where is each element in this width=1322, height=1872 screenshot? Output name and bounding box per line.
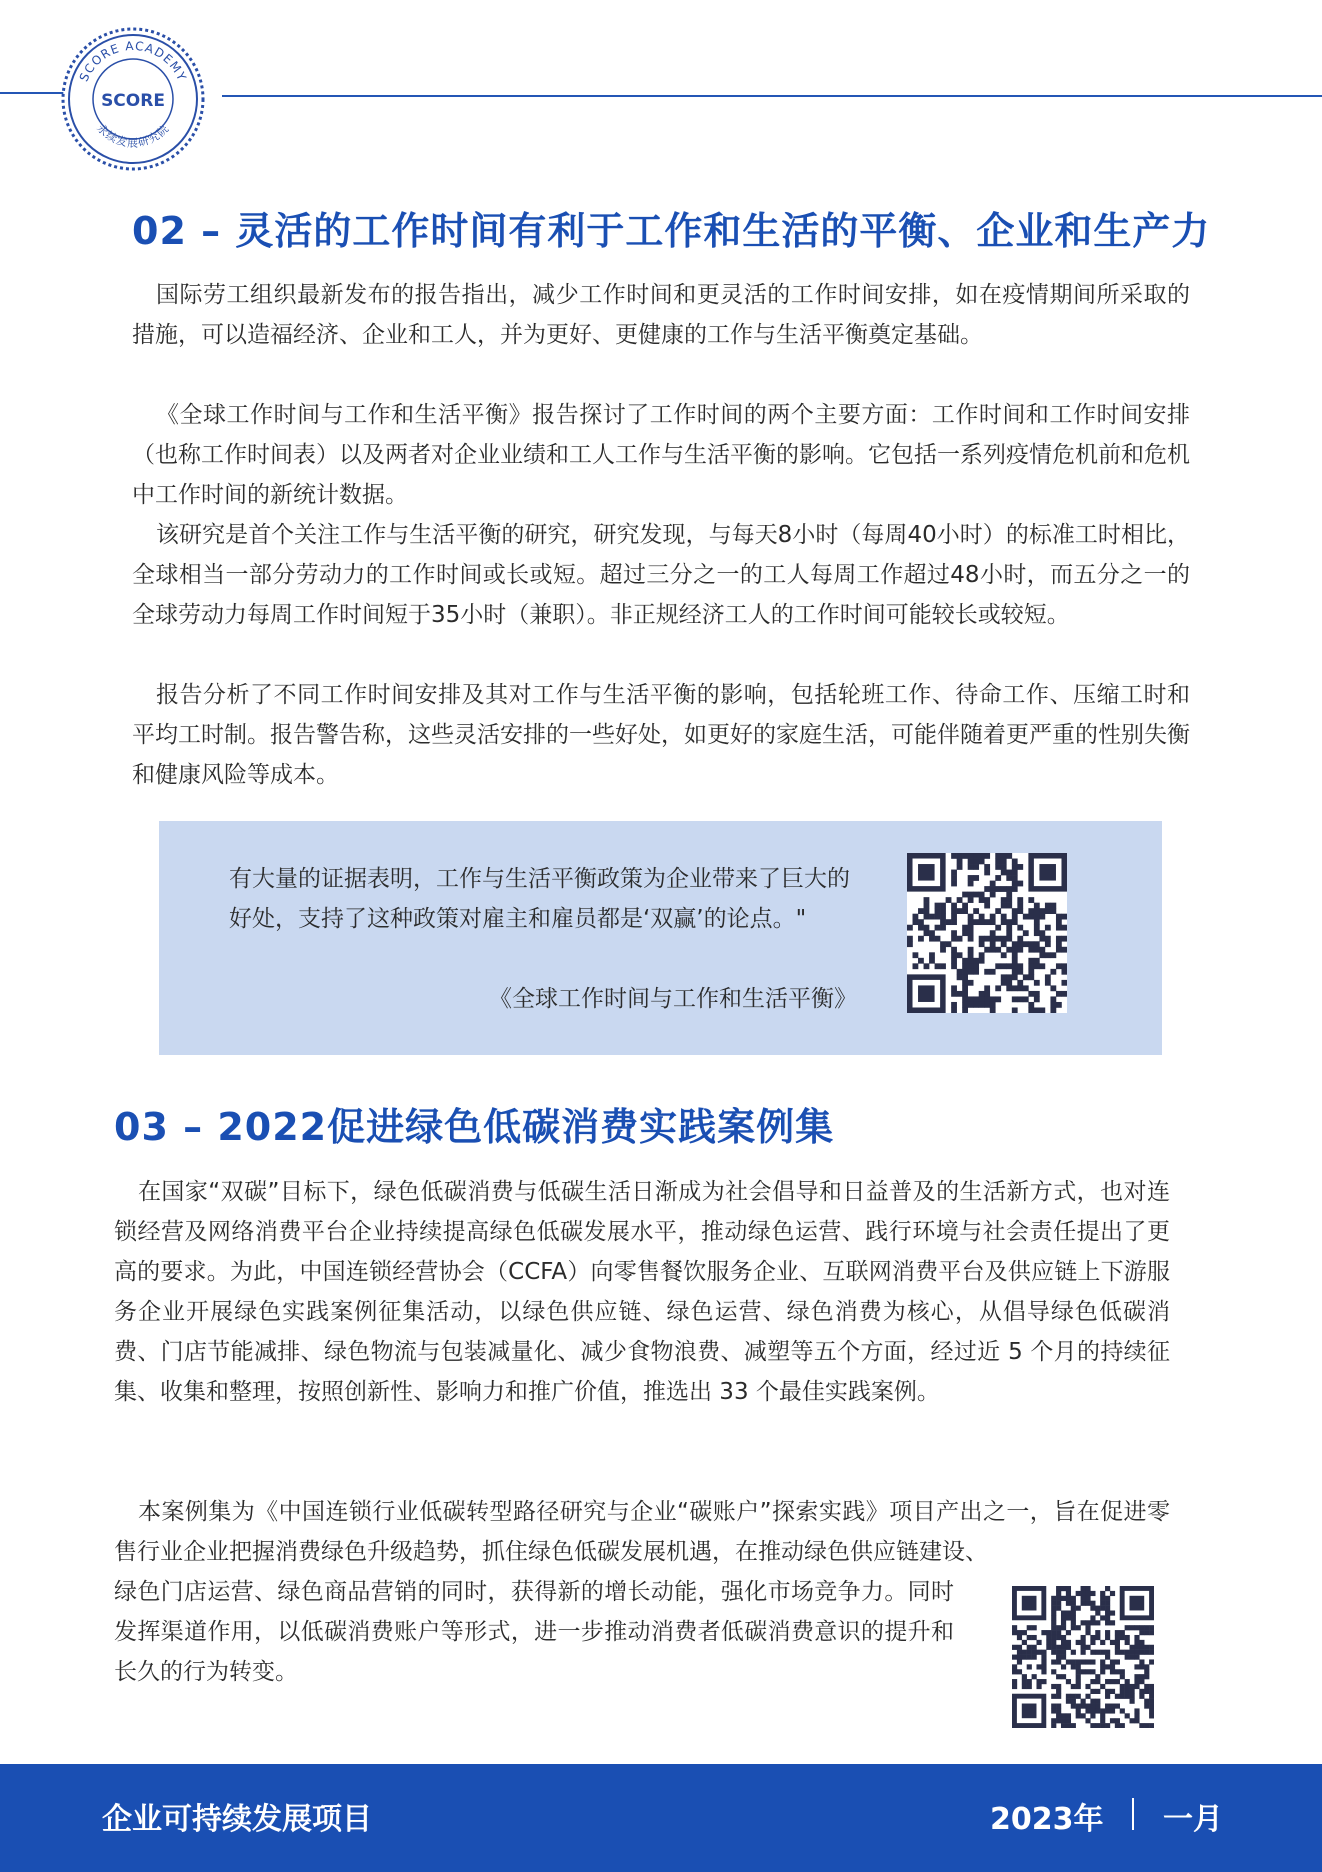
logo-cn-text: 永续发展研究院 bbox=[94, 121, 172, 150]
score-academy-logo bbox=[60, 26, 206, 172]
qr-code-icon[interactable] bbox=[907, 853, 1067, 1013]
section2-paragraph-4: 报告分析了不同工作时间安排及其对工作与生活平衡的影响，包括轮班工作、待命工作、压缩工时和平均工时制。报告警告称，这些灵活安排的一些好处，如更好的家庭生活，可能伴随着更严重的性别失衡和健康风险等成本。 bbox=[132, 682, 1190, 788]
logo-center-text: SCORE bbox=[101, 91, 165, 111]
section3-paragraph-3: 绿色门店运营、绿色商品营销的同时，获得新的增长动能，强化市场竞争力。同时发挥渠道作用，以低碳消费账户等形式，进一步推动消费者低碳消费意识的提升和长久的行为转变。 bbox=[114, 1579, 954, 1685]
footer-divider bbox=[1132, 1798, 1134, 1830]
section3-heading: 03 – 2022促进绿色低碳消费实践案例集 bbox=[114, 1105, 835, 1149]
quote-box bbox=[159, 821, 1162, 1055]
logo-ring-text: SCORE ACADEMY bbox=[76, 38, 190, 84]
footer-month: 一月 bbox=[1163, 1802, 1223, 1837]
footer-bar bbox=[0, 1764, 1322, 1872]
qr-code-icon[interactable] bbox=[1012, 1586, 1154, 1728]
section2-paragraph-3: 该研究是首个关注工作与生活平衡的研究，研究发现，与每天8小时（每周40小时）的标准工时相比，全球相当一部分劳动力的工作时间或长或短。超过三分之一的工人每周工作超过48小时，而五分之一的全球劳动力每周工作时间短于35小时（兼职）。非正规经济工人的工作时间可能较长或较短。 bbox=[132, 522, 1190, 628]
section3-paragraph-2: 本案例集为《中国连锁行业低碳转型路径研究与企业“碳账户”探索实践》项目产出之一，旨在促进零售行业企业把握消费绿色升级趋势，抓住绿色低碳发展机遇，在推动绿色供应链建设、 bbox=[114, 1499, 1170, 1565]
footer-year: 2023年 bbox=[990, 1802, 1104, 1837]
section2-paragraph-2: 《全球工作时间与工作和生活平衡》报告探讨了工作时间的两个主要方面：工作时间和工作时间安排（也称工作时间表）以及两者对企业业绩和工人工作与生活平衡的影响。它包括一系列疫情危机前和危机中工作时间的新统计数据。 bbox=[132, 402, 1190, 508]
quote-text: 有大量的证据表明，工作与生活平衡政策为企业带来了巨大的好处，支持了这种政策对雇主和雇员都是‘双赢’的论点。" bbox=[229, 866, 850, 932]
quote-source: 《全球工作时间与工作和生活平衡》 bbox=[489, 986, 857, 1012]
header-rule-right bbox=[222, 95, 1322, 97]
footer-project-label: 企业可持续发展项目 bbox=[102, 1802, 372, 1837]
quote-qr-card bbox=[907, 853, 1067, 1013]
section3-paragraph-1: 在国家“双碳”目标下，绿色低碳消费与低碳生活日渐成为社会倡导和日益普及的生活新方式，也对连锁经营及网络消费平台企业持续提高绿色低碳发展水平，推动绿色运营、践行环境与社会责任提出了更高的要求。为此，中国连锁经营协会（CCFA）向零售餐饮服务企业、互联网消费平台及供应链上下游服务企业开展绿色实践案例征集活动，以绿色供应链、绿色运营、绿色消费为核心，从倡导绿色低碳消费、门店节能减排、绿色物流与包装减量化、减少食物浪费、减塑等五个方面，经过近 5 个月的持续征集、收集和整理，按照创新性、影响力和推广价值，推选出 33 个最佳实践案例。 bbox=[114, 1179, 1170, 1405]
section2-paragraph-1: 国际劳工组织最新发布的报告指出，减少工作时间和更灵活的工作时间安排，如在疫情期间所采取的措施，可以造福经济、企业和工人，并为更好、更健康的工作与生活平衡奠定基础。 bbox=[132, 282, 1190, 348]
section2-heading: 02 – 灵活的工作时间有利于工作和生活的平衡、企业和生产力 bbox=[132, 209, 1211, 253]
